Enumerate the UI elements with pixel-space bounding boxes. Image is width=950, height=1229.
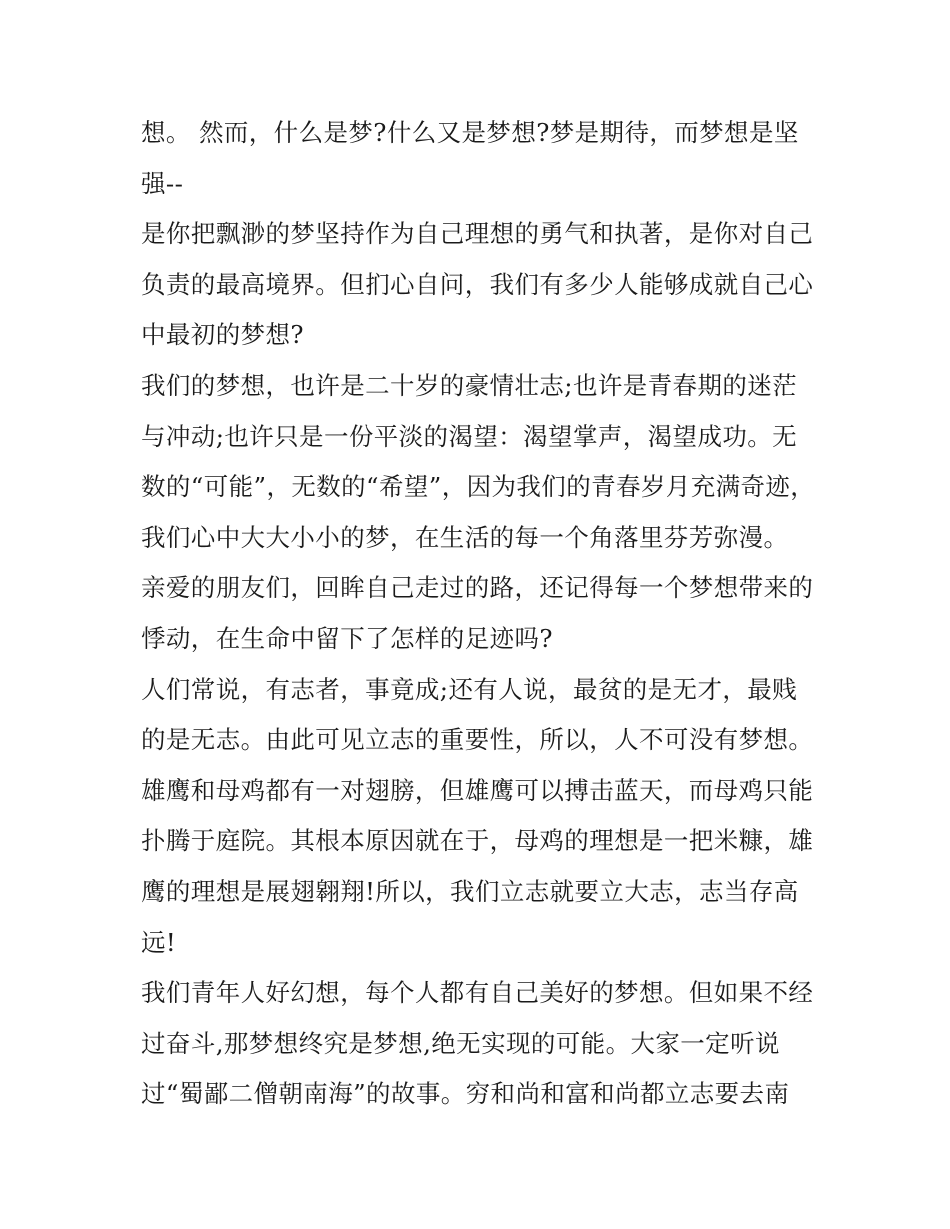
text-line: 负责的最高境界。但扪心自问，我们有多少人能够成就自己心 bbox=[141, 269, 814, 299]
text-line: 亲爱的朋友们，回眸自己走过的路，还记得每一个梦想带来的 bbox=[141, 573, 814, 603]
text-line: 的是无志。由此可见立志的重要性，所以，人不可没有梦想。 bbox=[141, 725, 814, 755]
text-line: 我们心中大大小小的梦，在生活的每一个角落里芬芳弥漫。 bbox=[141, 522, 789, 552]
text-line: 鹰的理想是展翅翱翔!所以，我们立志就要立大志，志当存高 bbox=[141, 876, 799, 906]
text-line: 悸动，在生命中留下了怎样的足迹吗? bbox=[141, 623, 553, 653]
text-line: 过“蜀鄙二僧朝南海”的故事。穷和尚和富和尚都立志要去南 bbox=[141, 1079, 790, 1109]
text-line: 是你把飘渺的梦坚持作为自己理想的勇气和执著，是你对自己 bbox=[141, 219, 814, 249]
text-line: 雄鹰和母鸡都有一对翅膀，但雄鹰可以搏击蓝天，而母鸡只能 bbox=[141, 775, 814, 805]
text-line: 我们青年人好幻想，每个人都有自己美好的梦想。但如果不经 bbox=[141, 978, 814, 1008]
text-line: 我们的梦想，也许是二十岁的豪情壮志;也许是青春期的迷茫 bbox=[141, 370, 798, 400]
text-line: 想。 然而，什么是梦?什么又是梦想?梦是期待，而梦想是坚 bbox=[141, 118, 799, 147]
text-line: 中最初的梦想? bbox=[141, 320, 304, 350]
text-line: 数的“可能”，无数的“希望”，因为我们的青春岁月充满奇迹， bbox=[141, 472, 816, 502]
text-line: 强-- bbox=[141, 168, 184, 198]
document-body bbox=[141, 108, 821, 1120]
text-line: 与冲动;也许只是一份平淡的渴望：渴望掌声，渴望成功。无 bbox=[141, 421, 798, 451]
text-line: 人们常说，有志者，事竟成;还有人说，最贫的是无才，最贱 bbox=[141, 674, 798, 704]
text-line: 扑腾于庭院。其根本原因就在于，母鸡的理想是一把米糠，雄 bbox=[141, 826, 814, 856]
text-line: 过奋斗,那梦想终究是梦想,绝无实现的可能。大家一定听说 bbox=[141, 1028, 780, 1058]
text-line: 远! bbox=[141, 927, 177, 957]
